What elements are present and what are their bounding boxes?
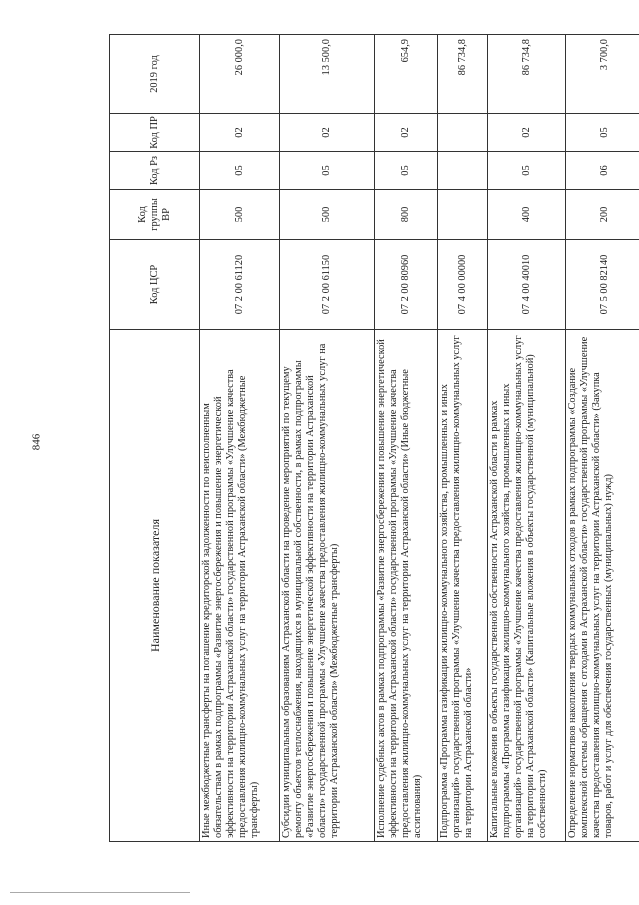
row-csr: 07 2 00 80960 — [375, 240, 438, 330]
row-csr: 07 5 00 82140 — [566, 240, 639, 330]
row-pr — [438, 114, 488, 152]
row-pr: 05 — [566, 114, 639, 152]
table-row — [438, 35, 488, 842]
row-name: Иные межбюджетные трансферты на погашение кредиторской задолженности по неисполненным обязательствам в рамках подпрограммы «Развитие энергосбережения и повышение энергетической эффективности на территории Астраханской области» государственной программы «Улучшение качества предоставления жилищно-коммунальных услуг на территории Астраханской области» (Межбюджетные трансферты) — [200, 330, 280, 842]
row-amount: 654,9 — [375, 35, 438, 114]
header-vr: Код группы ВР — [110, 190, 200, 240]
table-row — [280, 35, 375, 842]
page-number: 846 — [30, 433, 43, 451]
row-amount: 3 700,0 — [566, 35, 639, 114]
row-name: Капитальные вложения в объекты государственной собственности Астраханской области в рамках подпрограммы «Программа газификации жилищно-коммунального хозяйства, промышленных и иных организаций» государственной программы «Улучшение качества предоставления жилищно-коммунальных услуг на территории Астраханской области» (Капитальные вложения в объекты государственной (муниципальной) собственности) — [488, 330, 566, 842]
budget-table-wrapper — [109, 35, 636, 842]
header-rz: Код Рз — [110, 152, 200, 190]
row-pr: 02 — [488, 114, 566, 152]
row-rz — [438, 152, 488, 190]
header-year: 2019 год — [110, 35, 200, 114]
row-amount: 26 000,0 — [200, 35, 280, 114]
row-name: Субсидии муниципальным образованиям Астраханской области на проведение мероприятий по текущему ремонту объектов теплоснабжения, находящихся в муниципальной собственности, в рамках подпрограммы «Развитие энергосбережения и повышение энергетической эффективности на территории Астраханской области» государственной программы «Улучшение качества предоставления жилищно-коммунальных услуг на территории Астраханской области» (Межбюджетные трансферты) — [280, 330, 375, 842]
header-csr: Код ЦСР — [110, 240, 200, 330]
table-header-row — [110, 35, 200, 842]
row-name: Определение нормативов накопления твердых коммунальных отходов в рамках подпрограммы «Создание комплексной системы обращения с отходами в Астраханской области» государственной программы «Улучшение качества предоставления жилищно-коммунальных услуг на территории Астраханской области» (Закупка товаров, работ и услуг для обеспечения государственных (муниципальных) нужд) — [566, 330, 639, 842]
row-rz: 05 — [488, 152, 566, 190]
row-vr: 200 — [566, 190, 639, 240]
row-vr: 400 — [488, 190, 566, 240]
table-row — [566, 35, 639, 842]
budget-table — [109, 34, 639, 842]
row-rz: 05 — [375, 152, 438, 190]
row-amount: 86 734,8 — [438, 35, 488, 114]
row-name: Исполнение судебных актов в рамках подпрограммы «Развитие энергосбережения и повышение энергетической эффективности на территории Астраханской области» государственной программы «Улучшение качества предоставления жилищно-коммунальных услуг на территории Астраханской области» (Иные бюджетные ассигнования) — [375, 330, 438, 842]
row-rz: 05 — [280, 152, 375, 190]
row-rz: 06 — [566, 152, 639, 190]
table-row — [200, 35, 280, 842]
row-csr: 07 2 00 61120 — [200, 240, 280, 330]
row-pr: 02 — [200, 114, 280, 152]
row-pr: 02 — [375, 114, 438, 152]
table-row — [375, 35, 438, 842]
row-pr: 02 — [280, 114, 375, 152]
row-csr: 07 4 00 00000 — [438, 240, 488, 330]
row-csr: 07 4 00 40010 — [488, 240, 566, 330]
row-amount: 13 500,0 — [280, 35, 375, 114]
rotated-table-frame — [109, 35, 636, 842]
header-name: Наименование показателя — [110, 330, 200, 842]
table-row — [488, 35, 566, 842]
header-pr: Код ПР — [110, 114, 200, 152]
row-vr — [438, 190, 488, 240]
row-rz: 05 — [200, 152, 280, 190]
row-csr: 07 2 00 61150 — [280, 240, 375, 330]
row-vr: 500 — [200, 190, 280, 240]
row-amount: 86 734,8 — [488, 35, 566, 114]
row-name: Подпрограмма «Программа газификации жилищно-коммунального хозяйства, промышленных и иных организаций» государственной программы «Улучшение качества предоставления жилищно-коммунальных услуг на территории Астраханской области» — [438, 330, 488, 842]
bottom-divider — [10, 892, 190, 893]
row-vr: 800 — [375, 190, 438, 240]
row-vr: 500 — [280, 190, 375, 240]
